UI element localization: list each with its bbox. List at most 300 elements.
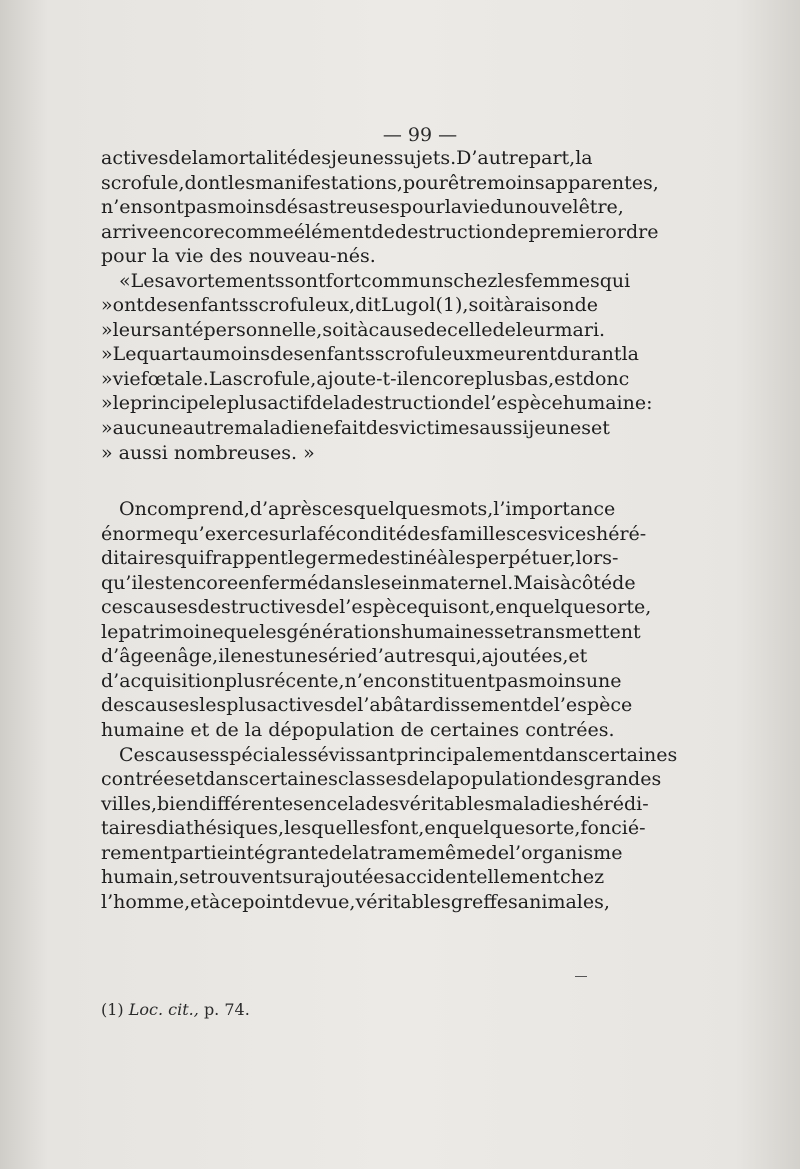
word: moins [212, 343, 271, 366]
text-line [101, 318, 606, 343]
word: donc [582, 367, 630, 390]
word: de [612, 571, 636, 594]
word: de [309, 392, 334, 415]
word: : [646, 392, 653, 415]
word: dans [318, 571, 364, 594]
text-line [101, 571, 636, 596]
word: scrofuleux, [248, 294, 356, 317]
word: d’âge [101, 645, 154, 668]
word: actif [267, 392, 310, 415]
word: de [371, 220, 395, 243]
word: qu’il [101, 571, 144, 594]
word: encore [172, 571, 239, 594]
word: vie [112, 367, 141, 390]
word: actives [266, 694, 334, 717]
word: « [119, 269, 131, 292]
word: hérédi- [580, 792, 649, 815]
word: en [495, 596, 519, 619]
word: sont, [448, 596, 496, 619]
word: transmettent [514, 620, 641, 643]
word: moins [217, 196, 275, 219]
word: familles [440, 522, 516, 545]
word: enfants [177, 294, 249, 317]
word: Le [112, 343, 137, 366]
word: du [490, 196, 515, 219]
text-line [101, 293, 599, 318]
word: l’homme, [101, 890, 191, 913]
word: n’en [101, 196, 143, 219]
text-line [101, 522, 647, 547]
text-line [101, 269, 631, 294]
text-line [101, 342, 639, 367]
word: générations [286, 620, 401, 643]
word: et [591, 417, 610, 440]
word: le [209, 392, 227, 415]
word: intégrante [228, 841, 329, 864]
word: ont [112, 294, 144, 317]
word: pour [402, 171, 448, 194]
word: à [437, 547, 449, 570]
word: qu’exerce [174, 522, 269, 545]
word: rement [101, 841, 171, 864]
word: classes [337, 768, 407, 791]
word: trouvent [200, 866, 283, 889]
text-line [101, 146, 593, 171]
word: élément [293, 220, 372, 243]
word: vices [547, 522, 596, 545]
word: encore [408, 367, 475, 390]
word: de [291, 890, 316, 913]
word: manifestations, [255, 171, 403, 194]
word: de [328, 841, 353, 864]
word: énorme [101, 522, 175, 545]
word: humain, [101, 866, 180, 889]
word: santé [151, 318, 204, 341]
word: part, [528, 147, 576, 169]
word: communs [360, 269, 454, 292]
footnote [101, 1000, 250, 1019]
footnote-reference: Loc. cit., [128, 1000, 199, 1019]
word: destructives [197, 596, 316, 619]
word: série [318, 645, 366, 668]
word: des [270, 343, 304, 366]
word: quelque [518, 596, 597, 619]
word: enfants [303, 343, 375, 366]
word: certaines [588, 743, 678, 766]
word: maladies [494, 792, 581, 815]
word: même [427, 841, 486, 864]
word: différentes [198, 792, 303, 815]
word: soit [322, 318, 358, 341]
word: arrive [101, 220, 159, 243]
word: désastreuses [274, 196, 400, 219]
word: dans [203, 768, 249, 791]
word: âge, [177, 645, 219, 668]
word: qui, [445, 645, 482, 668]
word: jeunes [528, 417, 592, 440]
word: » [101, 417, 113, 440]
word: d’après [249, 498, 322, 521]
text-line [101, 497, 616, 522]
word: patrimoine [118, 620, 224, 643]
word: frappent [204, 547, 288, 570]
word: germe [305, 547, 367, 570]
quotation-paragraph [101, 269, 653, 465]
word: en [153, 645, 178, 668]
word: d’autres [365, 645, 446, 668]
word: ces [515, 522, 548, 545]
word: l’organisme [508, 841, 623, 864]
word: point [242, 890, 292, 913]
word: des [101, 694, 135, 717]
word: » [101, 318, 113, 341]
word: surajoutées [282, 866, 395, 889]
word: principalement [396, 743, 543, 766]
word: » [101, 367, 113, 390]
word: à [209, 890, 221, 913]
word: personnelle, [203, 318, 323, 341]
word: durant [556, 343, 622, 366]
word: le [101, 620, 119, 643]
word: nouvel [514, 196, 579, 219]
word: » [101, 392, 113, 415]
word: le [112, 392, 130, 415]
word: de [460, 392, 485, 415]
word: celle [447, 318, 493, 341]
word: qui [417, 596, 449, 619]
text-line [101, 546, 619, 571]
word: de [168, 147, 192, 169]
text-line [101, 391, 653, 416]
body-text [101, 146, 678, 914]
word: meurent [475, 343, 557, 366]
text-line [101, 595, 652, 620]
word: le [287, 547, 306, 570]
word: le [363, 571, 382, 594]
word: de [406, 768, 430, 791]
word: scrofule, [101, 171, 185, 194]
word: qui [174, 547, 205, 570]
word: il [218, 645, 231, 668]
word: sein [381, 571, 421, 594]
word: leur [112, 318, 152, 341]
word: l’espèce [553, 694, 633, 717]
word: destruction [394, 220, 506, 243]
word: mots, [440, 498, 494, 521]
word: d’acquisition [101, 669, 225, 692]
word: les [228, 171, 256, 194]
word: des [365, 417, 400, 440]
word: de [574, 294, 599, 317]
word: humaine [562, 392, 647, 415]
word: destruction [350, 392, 461, 415]
word: population [447, 768, 551, 791]
paragraph-gap [101, 465, 587, 497]
word: plus [226, 392, 268, 415]
word: fait [333, 417, 366, 440]
word: à [357, 318, 369, 341]
word: chez [560, 866, 605, 889]
word: de [423, 318, 448, 341]
word: greffes [450, 890, 518, 913]
word: apparentes, [544, 171, 659, 194]
word: les [199, 694, 227, 717]
word: les [259, 620, 287, 643]
word: des [143, 294, 178, 317]
text-line: pour la vie des nouveau-nés. [101, 245, 376, 268]
word: certaines [248, 768, 338, 791]
word: pas [495, 669, 529, 692]
word: actives [101, 147, 169, 169]
word: mortalité [209, 147, 298, 169]
word: est [253, 645, 283, 668]
word: est [143, 571, 173, 594]
word: scrofule, [232, 367, 317, 390]
footnote-separator [575, 976, 587, 977]
word: ce [220, 890, 243, 913]
word: plus [474, 367, 515, 390]
word: sujets. [393, 147, 457, 169]
text-line [101, 693, 633, 718]
word: des [365, 792, 399, 815]
word: destiné [366, 547, 438, 570]
word: raison [514, 294, 575, 317]
text-line [101, 865, 605, 890]
word: causes [134, 694, 200, 717]
text-line [101, 890, 610, 915]
word: aussi [479, 417, 529, 440]
word: à [503, 294, 515, 317]
word: principe [129, 392, 210, 415]
word: des [297, 147, 331, 169]
text-line [101, 841, 623, 866]
word: D’autre [456, 147, 529, 169]
word: fœtale. [140, 367, 209, 390]
word: dit [355, 294, 381, 317]
word: pour [399, 196, 445, 219]
word: de [315, 596, 340, 619]
word: sur [268, 522, 300, 545]
word: l’importance [493, 498, 616, 521]
word: plus [226, 694, 267, 717]
text-line [101, 367, 630, 392]
word: l’abâtardissement [357, 694, 531, 717]
word: dont [184, 171, 229, 194]
word: partie [170, 841, 228, 864]
word: bas, [514, 367, 555, 390]
word: lors- [575, 547, 619, 570]
word: dans [542, 743, 589, 766]
word: foncié- [580, 817, 646, 840]
word: la [429, 768, 448, 791]
word: jeunes [330, 147, 394, 169]
word: victimes [399, 417, 480, 440]
word: la [444, 196, 463, 219]
word: une [585, 669, 622, 692]
word: Les [130, 269, 165, 292]
text-line [101, 644, 587, 669]
word: sorte, [596, 596, 652, 619]
word: sorte, [525, 817, 581, 840]
word: taires [101, 817, 157, 840]
word: animales, [517, 890, 610, 913]
word: fécondité [317, 522, 408, 545]
word: scrofuleux [374, 343, 476, 366]
word: de [530, 694, 554, 717]
word: récente, [265, 669, 345, 692]
word: des [407, 522, 441, 545]
word: quelque [447, 817, 526, 840]
word: que [223, 620, 260, 643]
word: moins [528, 669, 586, 692]
word: les [448, 547, 476, 570]
word: (1), [435, 294, 469, 317]
word: des [550, 768, 584, 791]
footnote-marker: (1) [101, 1000, 124, 1019]
word: femmes [524, 269, 600, 292]
word: perpétuer, [475, 547, 576, 570]
word: comme [224, 220, 294, 243]
word: autre [182, 417, 235, 440]
word: sont [142, 196, 184, 219]
word: ditaires [101, 547, 175, 570]
word: en [424, 817, 448, 840]
word: villes, [101, 792, 157, 815]
text-line [101, 792, 649, 817]
word: ces [101, 596, 133, 619]
word: la [575, 147, 593, 169]
word: cause [368, 318, 424, 341]
word: la [333, 392, 351, 415]
word: se [179, 866, 201, 889]
word: lesquelles [284, 817, 380, 840]
word: causes [132, 596, 198, 619]
word: est [554, 367, 583, 390]
text-line: » aussi nombreuses. » [101, 441, 315, 464]
page-number: — 99 — [382, 124, 458, 146]
word: être, [578, 196, 624, 219]
word: encore [158, 220, 225, 243]
word: et [184, 768, 204, 791]
word: et [568, 645, 588, 668]
word: de [333, 694, 358, 717]
word: chez [453, 269, 498, 292]
word: la [299, 522, 318, 545]
word: contrées [101, 768, 185, 791]
word: en [302, 792, 327, 815]
text-line: humaine et de la dépopulation de certaines contrées. [101, 719, 615, 742]
word: Ces [119, 743, 155, 766]
word: de [485, 841, 509, 864]
word: de [505, 220, 529, 243]
word: ajoutées, [481, 645, 569, 668]
word: Lugol [380, 294, 436, 317]
word: la [352, 841, 370, 864]
word: une [282, 645, 319, 668]
word: véritables [398, 792, 495, 815]
text-line [101, 669, 622, 694]
word: Mais [513, 571, 560, 594]
word: se [493, 620, 515, 643]
word: accidentellement [394, 866, 561, 889]
word: ces [321, 498, 354, 521]
word: » [101, 343, 113, 366]
word: vue, [315, 890, 356, 913]
word: premier [528, 220, 606, 243]
word: fort [325, 269, 361, 292]
word: quelques [353, 498, 441, 521]
word: l’espèce [484, 392, 563, 415]
paragraph [101, 497, 652, 742]
word: mari. [554, 318, 606, 341]
word: être [447, 171, 488, 194]
word: à [559, 571, 572, 594]
text-line [101, 767, 662, 792]
word: qui [599, 269, 631, 292]
word: ne [310, 417, 334, 440]
word: et [190, 890, 209, 913]
word: trame [369, 841, 428, 864]
word: cela [326, 792, 366, 815]
word: comprend, [146, 498, 250, 521]
word: moins [487, 171, 545, 194]
word: véritables [355, 890, 451, 913]
text-line [101, 743, 678, 768]
word: aucune [112, 417, 183, 440]
text-line [101, 416, 610, 441]
word: leur [515, 318, 555, 341]
word: les [497, 269, 525, 292]
word: héré- [595, 522, 647, 545]
word: quart [136, 343, 189, 366]
word: maternel. [420, 571, 514, 594]
word: » [101, 294, 113, 317]
word: grandes [583, 768, 662, 791]
word: en [230, 645, 254, 668]
word: ajoute-t-il [316, 367, 409, 390]
text-line [101, 816, 646, 841]
word: n’en [344, 669, 387, 692]
word: enfermé [238, 571, 319, 594]
text-line [101, 220, 659, 245]
word: humaines [400, 620, 494, 643]
word: l’espèce [339, 596, 418, 619]
word: diathésiques, [156, 817, 285, 840]
word: côté [571, 571, 613, 594]
word: bien [157, 792, 199, 815]
word: plus [224, 669, 266, 692]
word: ordre [605, 220, 659, 243]
word: au [188, 343, 213, 366]
paragraph [101, 146, 659, 269]
word: constituent [386, 669, 496, 692]
word: On [119, 498, 147, 521]
word: font, [379, 817, 425, 840]
word: soit [468, 294, 504, 317]
word: avortements [164, 269, 285, 292]
word: spéciales [219, 743, 308, 766]
word: pas [183, 196, 218, 219]
word: la [621, 343, 639, 366]
word: causes [154, 743, 220, 766]
text-line [101, 195, 624, 220]
word: maladie [234, 417, 311, 440]
word: sévissant [307, 743, 397, 766]
word: de [492, 318, 516, 341]
word: vie [462, 196, 491, 219]
word: sont [284, 269, 326, 292]
text-line [101, 620, 641, 645]
